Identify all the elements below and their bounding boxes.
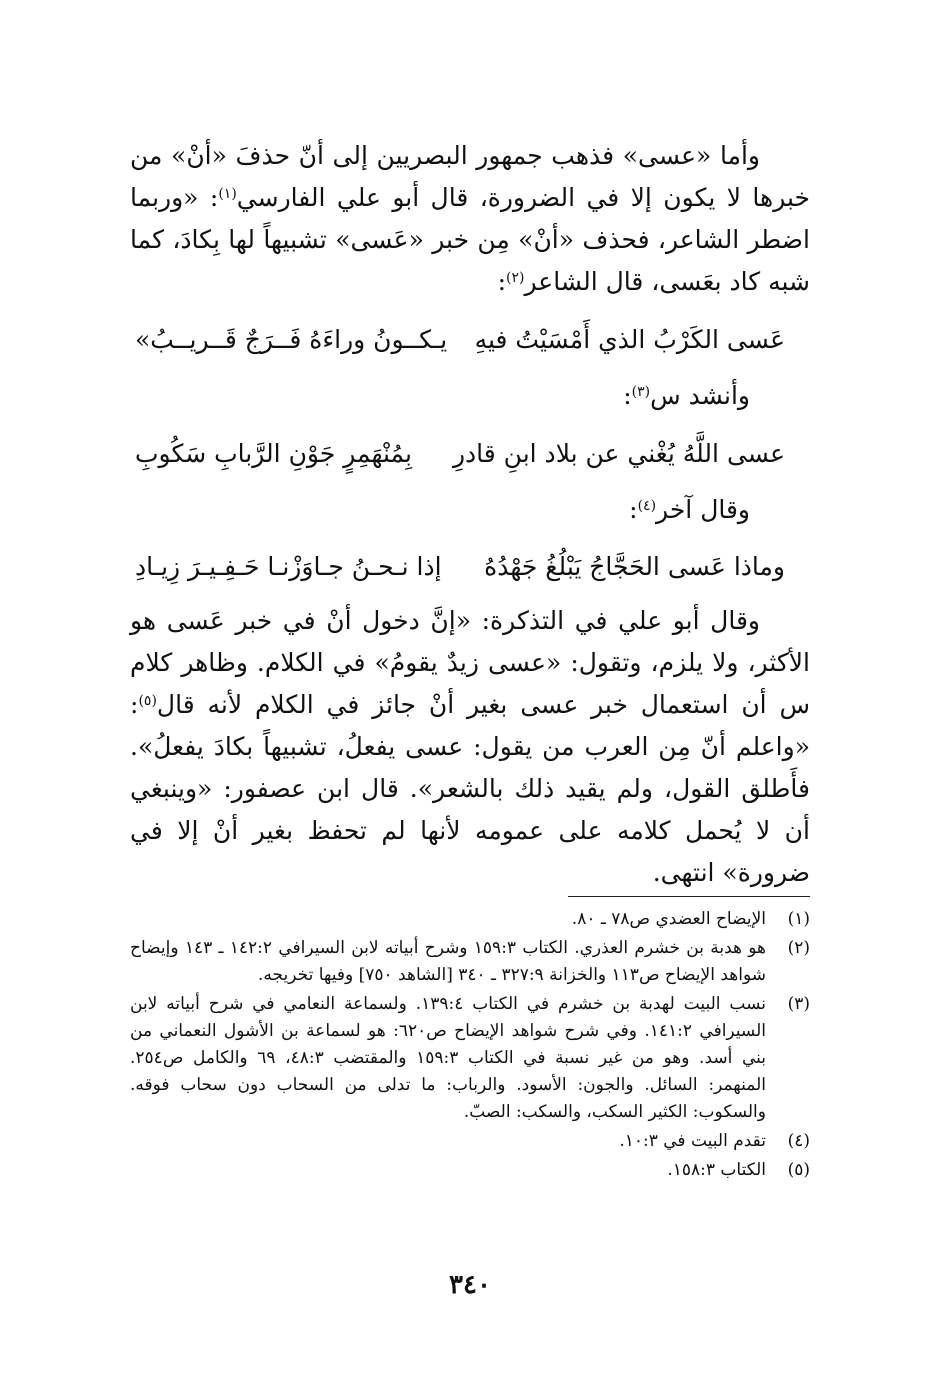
footnote-ref-5[interactable]: (٥) (138, 693, 157, 709)
footnote-item (130, 1157, 810, 1184)
verse-intro-2: وقال آخر$^{(٤)}$: (629, 495, 750, 524)
paragraph-2-continued: : «واعلم أنّ مِن العرب من يقول: عسى يفعلُ، تشبيهاً بكادَ يفعلُ». فأَطلق القول، ولم يقيد ذلك بالشعر». قال ابن عصفور: «وينبغي أن لا يُحمل كلامه على عمومه لأنها لم تحفظ بغير أنْ إلا في ضرورة» انتهى. (130, 690, 810, 887)
paragraph-1-text: وأما «عسى» فذهب جمهور البصريين إلى أنّ حذفَ «أنْ» من خبرها لا يكون إلا في الضرورة، قال أبو علي الفارسي (130, 141, 810, 212)
verse-intro-2-text: وقال آخر (656, 495, 750, 524)
paragraph-1-end: : (497, 267, 507, 296)
footnotes (130, 906, 810, 1186)
verse-2-second-hemistich: بِمُنْهَمِرٍ جَوْنِ الرَّبابِ سَكُوبِ (135, 439, 412, 468)
footnote-text: نسب البيت لهدبة بن خشرم في الكتاب ١٣٩:٤. ولسماعة النعامي في شرح أبياته لابن السيرافي ١٤١:٢. وفي شرح شواهد الإيضاح ص٦٢٠: هو لسماعة بن الأشول النعماني من بني أسد. وهو من غير نسبة في الكتاب ١٥٩:٣ والمقتضب ٤٨:٣، ٦٩ والكامل ص٢٥٤. المنهمر: السائل. والجون: الأسود. والرباب: ما تدلى من السحاب دون سحاب فوقه. والسكوب: الكثير السكب، والسكب: الصبّ. (130, 994, 766, 1122)
footnote-number: (٤) (787, 1131, 810, 1151)
footnote-item (130, 935, 810, 989)
main-paragraph-1 (130, 135, 810, 303)
verse-intro-1: وأنشد س$^{(٣)}$: (623, 381, 750, 410)
verse-1-second-hemistich: يـكــونُ وراءَهُ فَــرَجٌ قَــريــبُ» (135, 325, 448, 354)
footnote-number: (٥) (787, 1160, 810, 1180)
verse-1-first-hemistich: عَسى الكَرْبُ الذي أَمْسَيْتُ فيهِ (474, 325, 785, 354)
footnote-number: (٢) (787, 938, 810, 958)
paragraph-1-continued: : «وربما اضطر الشاعر، فحذف «أنْ» مِن خبر «عَسى» تشبيهاً لها بِكادَ، كما شبه كاد بعَسى، قال الشاعر (130, 183, 810, 296)
paragraph-2-text: وقال أبو علي في التذكرة: «إنَّ دخول أنْ في خبر عَسى هو الأكثر، ولا يلزم، وتقول: «عسى زيدٌ يقومُ» في الكلام. وظاهر كلام س أن استعمال خبر عسى بغير أنْ جائز في الكلام لأنه قال (130, 606, 810, 719)
footnote-item (130, 1128, 810, 1155)
verse-3-second-hemistich: إذا نـحـنُ جـاوَزْنـا حَـفِـيـرَ زِيـادِ (135, 552, 442, 581)
footnote-item (130, 991, 810, 1126)
footnote-number: (٣) (787, 994, 810, 1014)
verse-intro-1-text: وأنشد س (650, 381, 750, 410)
footnote-ref-3[interactable]: (٣) (631, 384, 651, 400)
footnote-ref-2[interactable]: (٢) (506, 270, 525, 286)
footnote-ref-1[interactable]: (١) (218, 186, 237, 202)
footnote-number: (١) (787, 909, 810, 929)
footnote-text: هو هدبة بن خشرم العذري. الكتاب ١٥٩:٣ وشرح أبياته لابن السيرافي ١٤٢:٢ ـ ١٤٣ وإيضاح شواهد الإيضاح ص١١٣ والخزانة ٣٢٧:٩ ـ ٣٤٠ [الشاهد ٧٥٠] وفيها تخريجه. (130, 938, 766, 985)
footnote-divider (568, 896, 810, 897)
verse-2-first-hemistich: عسى اللَّهُ يُغْني عن بلاد ابنِ قادرِ (452, 439, 785, 468)
footnote-text: الإيضاح العضدي ص٧٨ ـ ٨٠. (571, 909, 766, 929)
footnote-ref-4[interactable]: (٤) (637, 498, 657, 514)
footnote-text: تقدم البيت في ١٠:٣. (619, 1131, 766, 1151)
main-paragraph-2 (130, 600, 810, 894)
page-number: ٣٤٠ (449, 1270, 491, 1300)
verse-2 (135, 432, 785, 476)
verse-3 (135, 545, 785, 589)
footnote-item (130, 906, 810, 933)
footnote-text: الكتاب ١٥٨:٣. (667, 1160, 766, 1180)
verse-3-first-hemistich: وماذا عَسى الحَجَّاجُ يَبْلُغُ جَهْدُهُ (484, 552, 785, 581)
verse-1 (135, 318, 785, 362)
